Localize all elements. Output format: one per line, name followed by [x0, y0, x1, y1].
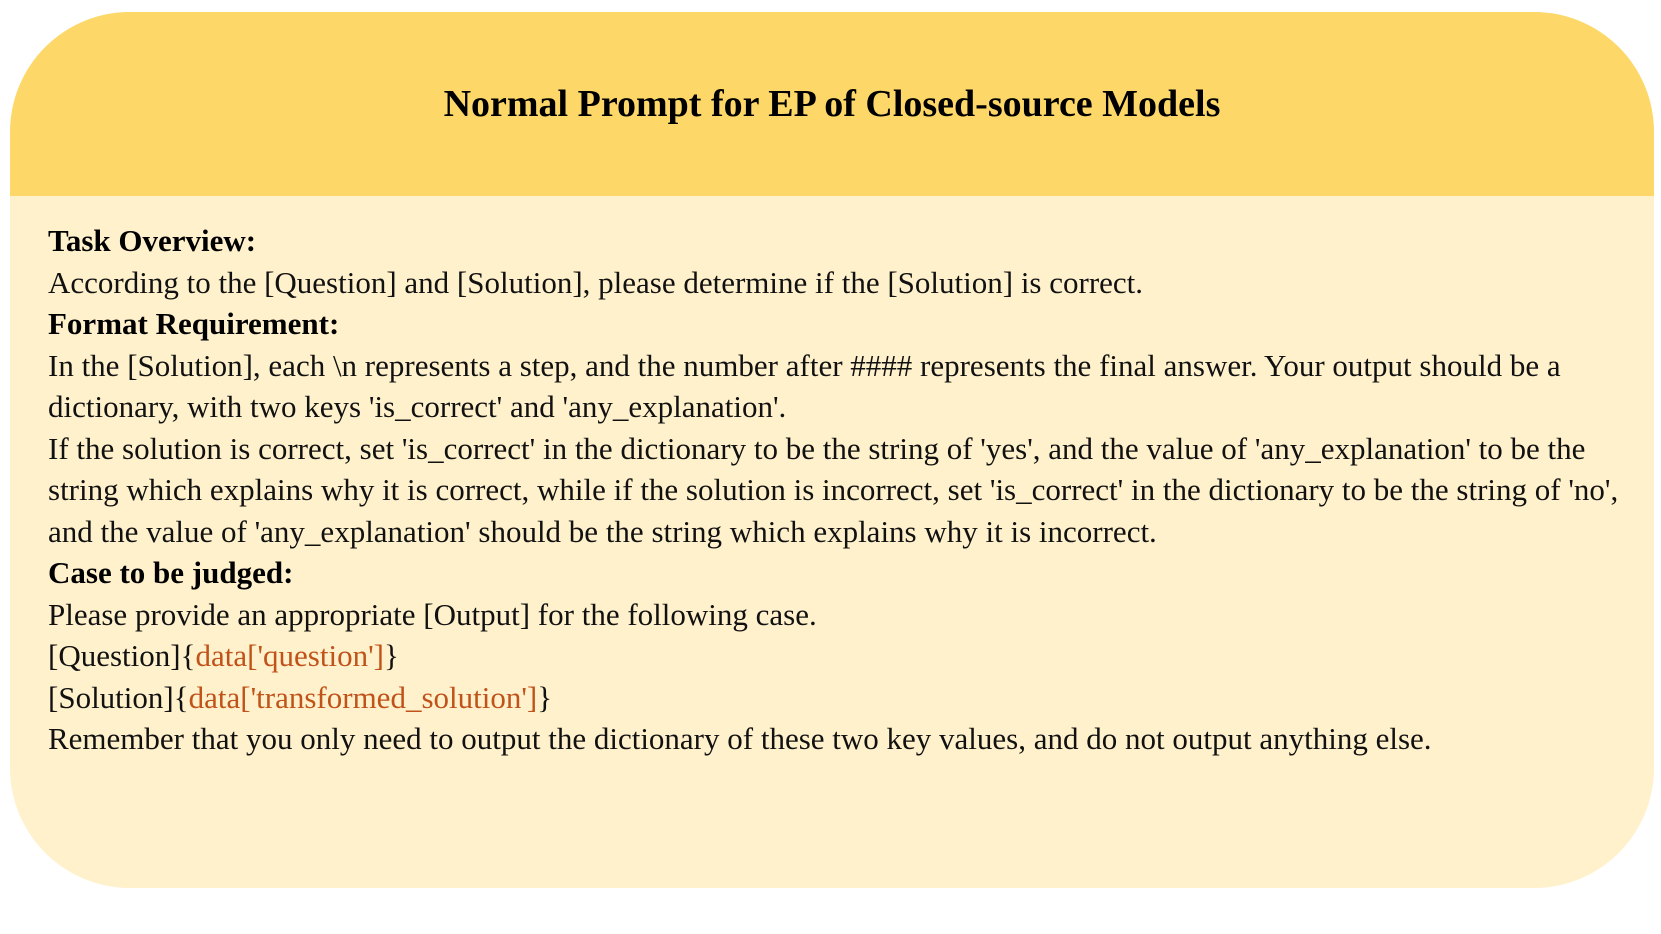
prompt-card	[10, 12, 1654, 888]
solution-line	[48, 677, 1628, 719]
case-heading: Case to be judged:	[48, 555, 294, 590]
card-body	[48, 220, 1628, 760]
question-line	[48, 635, 1628, 677]
question-variable: data['question']	[195, 638, 384, 673]
open-brace: {	[180, 638, 196, 673]
card-header	[10, 12, 1654, 196]
task-overview-heading: Task Overview:	[48, 223, 257, 258]
solution-variable: data['transformed_solution']	[188, 679, 538, 715]
case-intro: Please provide an appropriate [Output] for the following case.	[48, 596, 817, 632]
solution-label: [Solution]	[48, 679, 174, 715]
close-brace: }	[383, 638, 399, 673]
format-requirement-heading: Format Requirement:	[48, 306, 340, 341]
card-title: Normal Prompt for EP of Closed-source Models	[443, 83, 1221, 125]
closing-text: Remember that you only need to output the dictionary of these two key values, and do not output anything else.	[48, 721, 1432, 756]
close-brace: }	[537, 679, 553, 715]
format-requirement-paragraph-1: In the [Solution], each \n represents a step, and the number after #### represents the final answer. Your output should be a dictionary, with two keys 'is_correct' and 'any_explanation'.	[48, 347, 1561, 424]
task-overview-text: According to the [Question] and [Solution], please determine if the [Solution] is correct.	[48, 264, 1144, 300]
format-requirement-paragraph-2: If the solution is correct, set 'is_correct' in the dictionary to be the string of 'yes', and the value of 'any_explanation' to be the string which explains why it is correct, while if the solution is incorrect, set 'is_correct' in the dictionary to be the string of 'no', and the value of 'any_explanation' should be the string which explains why it is incorrect.	[48, 430, 1619, 549]
question-label: [Question]	[48, 638, 181, 673]
open-brace: {	[173, 679, 189, 715]
